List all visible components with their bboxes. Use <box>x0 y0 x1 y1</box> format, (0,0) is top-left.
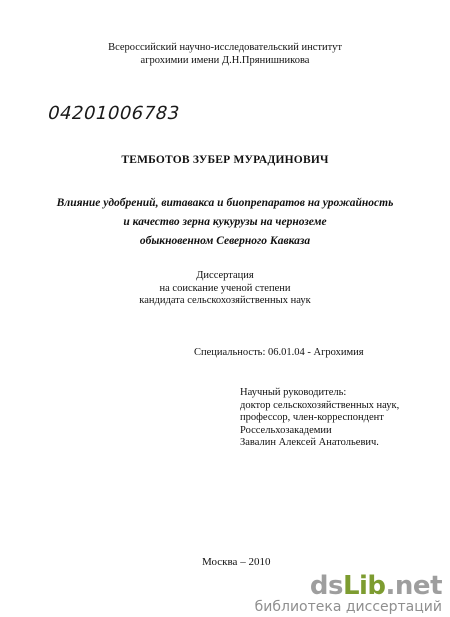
supervisor-line-4: Россельхозакадемии <box>240 424 332 436</box>
supervisor-line-1: Научный руководитель: <box>240 387 347 398</box>
handwritten-code: 04201006783 <box>45 103 183 124</box>
degree-line-1: Диссертация <box>196 270 254 281</box>
supervisor-line-3: профессор, член-корреспондент <box>240 412 384 423</box>
degree-line-3: кандидата сельскохозяйственных наук <box>139 295 311 306</box>
title-line-3: обыкновенном Северного Кавказа <box>139 235 311 247</box>
dissertation-degree <box>0 270 450 308</box>
supervisor-block <box>240 387 399 450</box>
author-name: ТЕМБОТОВ ЗУБЕР МУРАДИНОВИЧ <box>121 154 329 166</box>
watermark-logo-suffix: .net <box>385 571 442 601</box>
city-year: Москва – 2010 <box>202 556 271 568</box>
watermark-logo <box>255 573 442 599</box>
supervisor-line-5: Завалин Алексей Анатольевич. <box>240 437 379 448</box>
watermark-subtitle: библиотека диссертаций <box>254 599 442 615</box>
watermark[interactable] <box>255 573 442 614</box>
dissertation-title <box>12 194 438 251</box>
institute-line-2: агрохимии имени Д.Н.Прянишникова <box>140 55 310 66</box>
title-line-1: Влияние удобрений, витавакса и биопрепаратов на урожайность <box>56 197 394 209</box>
degree-line-2: на соискание ученой степени <box>159 282 291 294</box>
watermark-logo-prefix: ds <box>309 571 343 601</box>
watermark-logo-accent: Lib <box>342 571 386 601</box>
specialty: Специальность: 06.01.04 - Агрохимия <box>194 347 364 358</box>
institute-line-1: Всероссийский научно-исследовательский институт <box>108 42 342 53</box>
institute-name <box>0 41 450 67</box>
title-line-2: и качество зерна кукурузы на черноземе <box>123 216 327 228</box>
supervisor-line-2: доктор сельскохозяйственных наук, <box>240 399 400 411</box>
